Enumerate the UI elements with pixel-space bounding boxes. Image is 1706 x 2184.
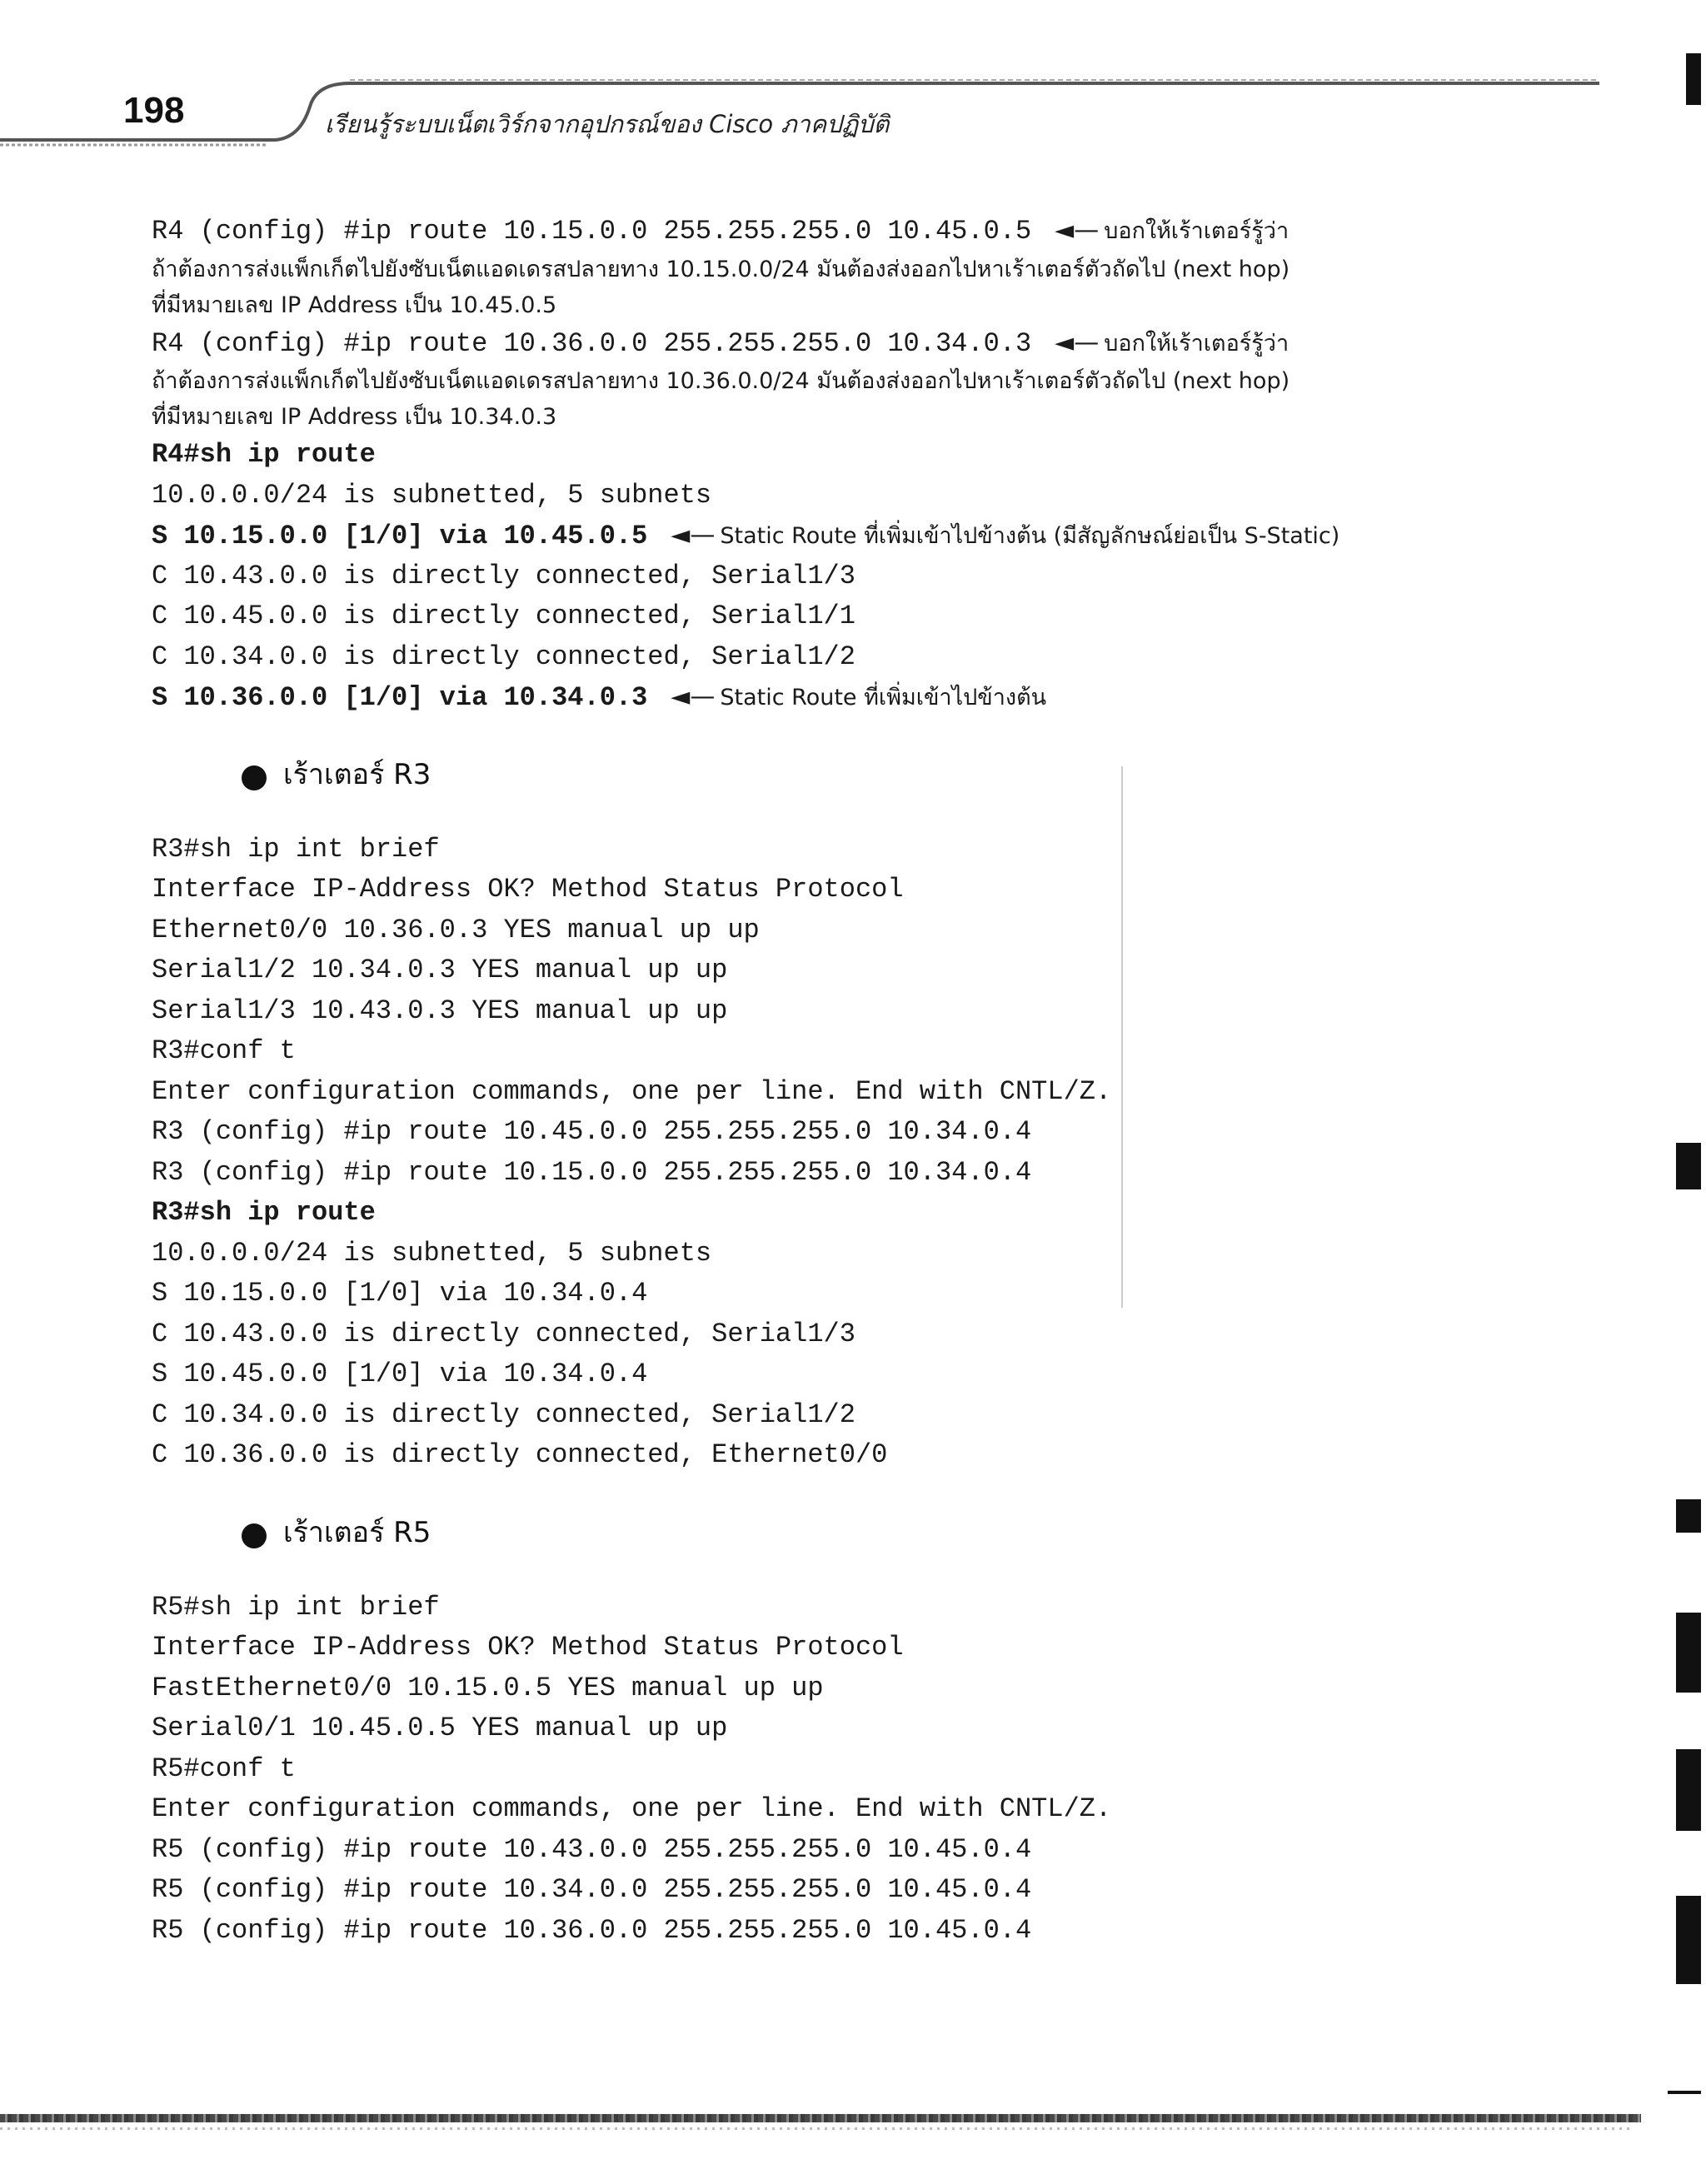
code-line: Serial1/2 10.34.0.3 YES manual up up [152, 955, 728, 985]
description-text: ถ้าต้องการส่งแพ็กเก็ตไปยังซับเน็ตแอดเดรสปลายทาง 10.15.0.0/24 มันต้องส่งออกไปหาเร้าเตอร์ตัวถัดไป (next hop) [152, 256, 1290, 282]
code-line: R5 (config) #ip route 10.34.0.0 255.255.255.0 10.45.0.4 [152, 1874, 1032, 1905]
code-line: Enter configuration commands, one per line. End with CNTL/Z. [152, 1075, 1112, 1107]
left-arrow-icon: ◄— [671, 682, 716, 711]
code-line: C 10.36.0.0 is directly connected, Ethernet0/0 [152, 1439, 888, 1470]
code-line: R4 (config) #ip route 10.36.0.0 255.255.255.0 10.34.0.3 ◄— บอกให้เร้าเตอร์รู้ว่า [152, 327, 1289, 359]
code-line: R4 (config) #ip route 10.15.0.0 255.255.255.0 10.45.0.5 ◄— บอกให้เร้าเตอร์รู้ว่า [152, 216, 1289, 247]
bullet-icon [242, 1523, 267, 1548]
code-line: Interface IP-Address OK? Method Status Protocol [152, 1632, 904, 1663]
code-line: S 10.36.0.0 [1/0] via 10.34.0.3 ◄— Static Route ที่เพิ่มเข้าไปข้างต้น [152, 682, 1047, 713]
code-line: R3#conf t [152, 1035, 296, 1066]
code-line: C 10.43.0.0 is directly connected, Serial1/3 [152, 560, 855, 591]
code-line: R3 (config) #ip route 10.45.0.0 255.255.255.0 10.34.0.4 [152, 1116, 1032, 1147]
edge-mark [1676, 1749, 1701, 1831]
code-line: R5 (config) #ip route 10.36.0.0 255.255.255.0 10.45.0.4 [152, 1914, 1032, 1946]
code-line: C 10.34.0.0 is directly connected, Serial1/2 [152, 641, 855, 672]
section-heading-r3 [242, 748, 1484, 800]
code-line: C 10.45.0.0 is directly connected, Serial1/1 [152, 601, 855, 631]
edge-mark [1668, 2091, 1701, 2094]
code-line: Interface IP-Address OK? Method Status Protocol [152, 874, 904, 905]
description-text: ที่มีหมายเลข IP Address เป็น 10.45.0.5 [152, 292, 557, 318]
code-line: S 10.15.0.0 [1/0] via 10.45.0.5 ◄— Static Route ที่เพิ่มเข้าไปข้างต้น (มีสัญลักษณ์ย่อเป็น S-Static) [152, 521, 1340, 551]
edge-mark [1676, 1896, 1701, 1984]
edge-mark [1686, 53, 1701, 105]
code-line: R5#sh ip int brief [152, 1591, 440, 1623]
code-line: C 10.43.0.0 is directly connected, Serial1/3 [152, 1318, 855, 1349]
edge-mark [1676, 1499, 1701, 1533]
edge-mark [1676, 1143, 1701, 1189]
code-line: R5#conf t [152, 1753, 296, 1784]
code-line: Serial0/1 10.45.0.5 YES manual up up [152, 1713, 728, 1743]
code-line: R3#sh ip route [152, 1197, 376, 1228]
page-content [152, 211, 1484, 1951]
code-line: R5 (config) #ip route 10.43.0.0 255.255.255.0 10.45.0.4 [152, 1833, 1032, 1865]
page-number: 198 [123, 90, 185, 131]
footer-rule-dotted [0, 2127, 1633, 2130]
code-line: Ethernet0/0 10.36.0.3 YES manual up up [152, 914, 760, 945]
edge-mark [1676, 1613, 1701, 1693]
footer-rule [0, 2114, 1641, 2122]
description-text: ที่มีหมายเลข IP Address เป็น 10.34.0.3 [152, 404, 557, 430]
code-line: 10.0.0.0/24 is subnetted, 5 subnets [152, 1237, 712, 1269]
section-title: เร้าเตอร์ R3 [283, 757, 431, 791]
code-line: Serial1/3 10.43.0.3 YES manual up up [152, 995, 728, 1026]
section-title: เร้าเตอร์ R5 [283, 1515, 431, 1549]
left-arrow-icon: ◄— [1055, 327, 1100, 357]
code-line: S 10.15.0.0 [1/0] via 10.34.0.4 [152, 1278, 648, 1309]
description-text: ถ้าต้องการส่งแพ็กเก็ตไปยังซับเน็ตแอดเดรสปลายทาง 10.36.0.0/24 มันต้องส่งออกไปหาเร้าเตอร์ตัวถัดไป (next hop) [152, 368, 1290, 394]
left-arrow-icon: ◄— [671, 521, 716, 550]
code-line: S 10.45.0.0 [1/0] via 10.34.0.4 [152, 1359, 648, 1389]
code-line: R4#sh ip route [152, 439, 376, 470]
code-line: R3 (config) #ip route 10.15.0.0 255.255.255.0 10.34.0.4 [152, 1156, 1032, 1188]
code-line: R3#sh ip int brief [152, 833, 440, 865]
code-line: C 10.34.0.0 is directly connected, Serial1/2 [152, 1399, 855, 1430]
left-arrow-icon: ◄— [1055, 216, 1100, 245]
page-header-title: เรียนรู้ระบบเน็ตเวิร์กจากอุปกรณ์ของ Cisco ภาคปฏิบัติ [325, 110, 890, 138]
bullet-icon [242, 765, 267, 790]
code-line: Enter configuration commands, one per line. End with CNTL/Z. [152, 1793, 1112, 1824]
code-line: FastEthernet0/0 10.15.0.5 YES manual up up [152, 1672, 824, 1703]
code-line: 10.0.0.0/24 is subnetted, 5 subnets [152, 479, 712, 511]
section-heading-r5 [242, 1506, 1484, 1558]
